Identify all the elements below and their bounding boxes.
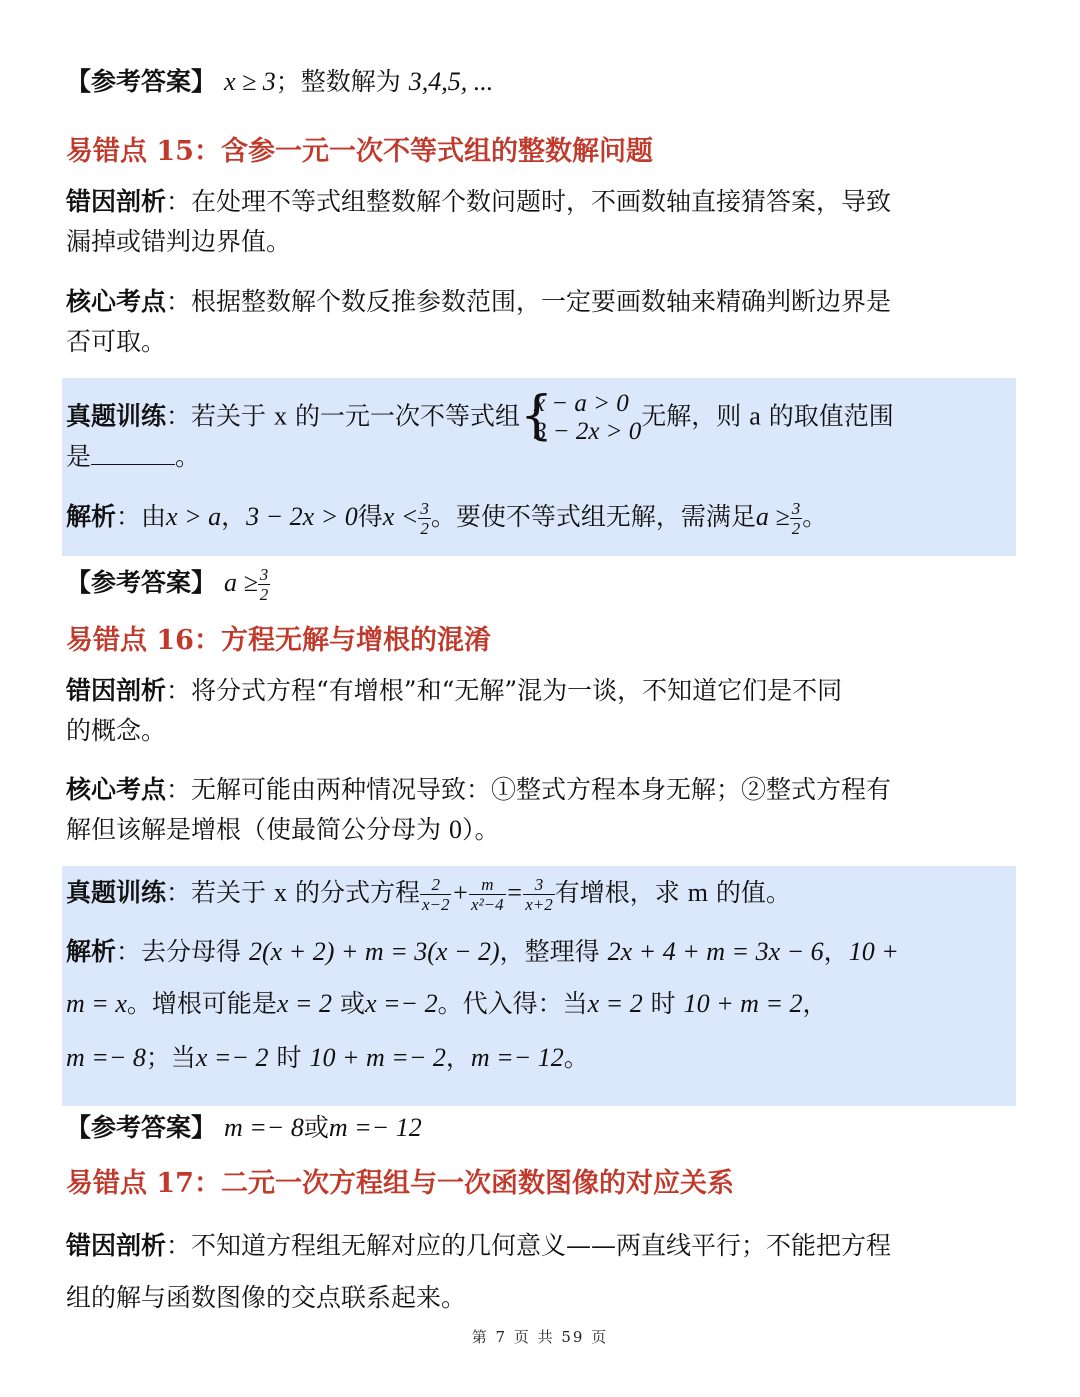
core-15-line2: 否可取。: [66, 327, 167, 356]
analysis-math: x = 2: [587, 989, 643, 1018]
brace-icon: {: [519, 386, 554, 446]
frac-den: x−2: [421, 895, 450, 914]
cause-15-line2: 漏掉或错判边界值。: [66, 227, 292, 256]
analysis-text: 时: [650, 989, 676, 1018]
exercise-text: 的一元一次不等式组: [294, 401, 520, 431]
answer-14: [66, 66, 493, 98]
analysis-text: ：由: [116, 502, 167, 531]
analysis-text: ，: [802, 989, 828, 1018]
analysis-text: 。: [563, 1043, 589, 1072]
cause-15-line1: [66, 186, 891, 218]
analysis-math: 10 +: [848, 937, 899, 966]
heading-point-16: 易错点 16：方程无解与增根的混淆: [66, 625, 491, 656]
fraction: [523, 876, 555, 913]
cause-label: 错因剖析: [66, 187, 167, 216]
answer-text: ；整数解为: [275, 67, 401, 96]
analysis-math: x > a: [166, 502, 222, 531]
frac-num: 3: [420, 499, 429, 518]
frac-den: 2: [791, 519, 801, 538]
core-text: ）。: [461, 815, 500, 844]
answer-blank: [91, 440, 175, 465]
var-a: a: [749, 401, 761, 431]
analysis-text: 得: [357, 502, 383, 531]
analysis-math: 2(x + 2) + m = 3(x − 2): [248, 937, 500, 966]
answer-15: [66, 566, 270, 603]
analysis-15: [66, 500, 827, 537]
cause-label: 错因剖析: [66, 1231, 167, 1260]
analysis-math: 3 − 2x > 0: [246, 502, 358, 531]
exercise-text: 的值。: [715, 878, 791, 907]
core-math: 0: [448, 815, 462, 844]
exercise-text: 。: [175, 442, 201, 471]
fraction: [418, 500, 431, 537]
frac-den: 2: [420, 519, 429, 538]
analysis-text: 。代入得：当: [437, 989, 588, 1018]
answer-math: a ≥: [223, 568, 258, 597]
frac-num: 3: [259, 565, 269, 584]
core-16-line1: [66, 774, 891, 806]
cause-text: ：将分式方程“有增根”和“无解”混为一谈，不知道它们是不同: [166, 676, 843, 705]
page-number: 第 7 页 共 59 页: [471, 1328, 609, 1346]
fraction: [790, 500, 803, 537]
analysis-math: 10 + m =− 2: [309, 1043, 446, 1072]
analysis-text: ；当: [145, 1043, 196, 1072]
exercise-text: 无解，则: [641, 401, 742, 431]
core-15-line1: [66, 286, 891, 318]
analysis-math: a ≥: [755, 502, 790, 531]
answer-label: 【参考答案】: [66, 568, 217, 597]
system-row: 3 − 2x > 0: [533, 418, 642, 445]
exercise-text: 的取值范围: [768, 401, 894, 431]
exercise-15-line1: [66, 386, 894, 446]
answer-values: 3,4,5, ...: [408, 67, 494, 96]
answer-16: [66, 1112, 422, 1144]
frac-den: x²−4: [471, 895, 504, 914]
exercise-text: 的分式方程: [294, 878, 420, 907]
analysis-math: m = x: [66, 989, 127, 1018]
operator: +: [451, 878, 470, 907]
frac-num: 3: [523, 876, 555, 895]
analysis-text: ，: [445, 1043, 471, 1072]
core-label: 核心考点: [66, 775, 167, 804]
core-text: 解但该解是增根（使最简公分母为: [66, 815, 442, 844]
core-text: ：根据整数解个数反推参数范围，一定要画数轴来精确判断边界是: [166, 287, 892, 316]
cause-label: 错因剖析: [66, 676, 167, 705]
core-16-line2: [66, 814, 499, 846]
frac-den: 2: [259, 585, 269, 604]
answer-label: 【参考答案】: [66, 67, 217, 96]
operator: =: [505, 878, 524, 907]
analysis-text: 或: [339, 989, 365, 1018]
exercise-label: 真题训练: [66, 401, 167, 431]
analysis-math: x =− 2: [195, 1043, 269, 1072]
analysis-math: m =− 12: [470, 1043, 564, 1072]
analysis-text: 。: [802, 502, 828, 531]
system-row: x − a > 0: [533, 390, 629, 417]
answer-text: 或: [303, 1113, 329, 1142]
analysis-16-line3: [66, 1042, 589, 1074]
heading-point-17: 易错点 17：二元一次方程组与一次函数图像的对应关系: [66, 1168, 734, 1199]
cause-16-line2: 的概念。: [66, 716, 167, 745]
analysis-math: x =− 2: [364, 989, 438, 1018]
analysis-math: 10 + m = 2: [683, 989, 803, 1018]
analysis-16-line1: [66, 936, 899, 968]
exercise-text: 有增根，求: [554, 878, 680, 907]
frac-num: 2: [420, 876, 452, 895]
answer-math: m =− 8: [223, 1113, 304, 1142]
analysis-label: 解析: [66, 937, 117, 966]
exercise-text: 是: [66, 442, 92, 471]
heading-point-15: 易错点 15：含参一元一次不等式组的整数解问题: [66, 136, 653, 167]
analysis-text: ，: [823, 937, 849, 966]
analysis-text: 。要使不等式组无解，需满足: [430, 502, 756, 531]
analysis-16-line2: [66, 988, 828, 1020]
cause-text: ：在处理不等式组整数解个数问题时，不画数轴直接猜答案，导致: [166, 187, 892, 216]
exercise-16: [66, 876, 791, 913]
core-label: 核心考点: [66, 287, 167, 316]
cause-17-line2: 组的解与函数图像的交点联系起来。: [66, 1283, 467, 1312]
analysis-math: x = 2: [276, 989, 332, 1018]
inequality-system: [519, 386, 642, 446]
fraction: [258, 566, 271, 603]
frac-num: 3: [791, 499, 801, 518]
exercise-text: ：若关于: [166, 878, 267, 907]
var-x: x: [273, 401, 287, 431]
analysis-math: 2x + 4 + m = 3x − 6: [607, 937, 824, 966]
var-m: m: [687, 878, 708, 907]
analysis-text: 。增根可能是: [126, 989, 277, 1018]
cause-16-line1: [66, 675, 842, 707]
frac-den: x+2: [525, 895, 553, 914]
exercise-label: 真题训练: [66, 878, 167, 907]
fraction: [420, 876, 452, 913]
var-x: x: [273, 878, 287, 907]
answer-math: m =− 12: [328, 1113, 422, 1142]
analysis-text: ，: [221, 502, 247, 531]
analysis-text: ：去分母得: [116, 937, 242, 966]
core-text: ：无解可能由两种情况导致：①整式方程本身无解；②整式方程有: [166, 775, 892, 804]
analysis-label: 解析: [66, 502, 117, 531]
cause-text: ：不知道方程组无解对应的几何意义——两直线平行；不能把方程: [166, 1231, 892, 1260]
fraction: [469, 876, 506, 913]
frac-num: m: [469, 876, 506, 895]
analysis-text: 时: [276, 1043, 302, 1072]
answer-label: 【参考答案】: [66, 1113, 217, 1142]
analysis-math: x <: [382, 502, 419, 531]
cause-17-line1: [66, 1230, 891, 1262]
analysis-math: m =− 8: [66, 1043, 146, 1072]
exercise-15-line2: [66, 440, 200, 473]
analysis-text: ，整理得: [499, 937, 600, 966]
answer-math: x ≥ 3: [223, 67, 276, 96]
exercise-text: ：若关于: [166, 401, 267, 431]
